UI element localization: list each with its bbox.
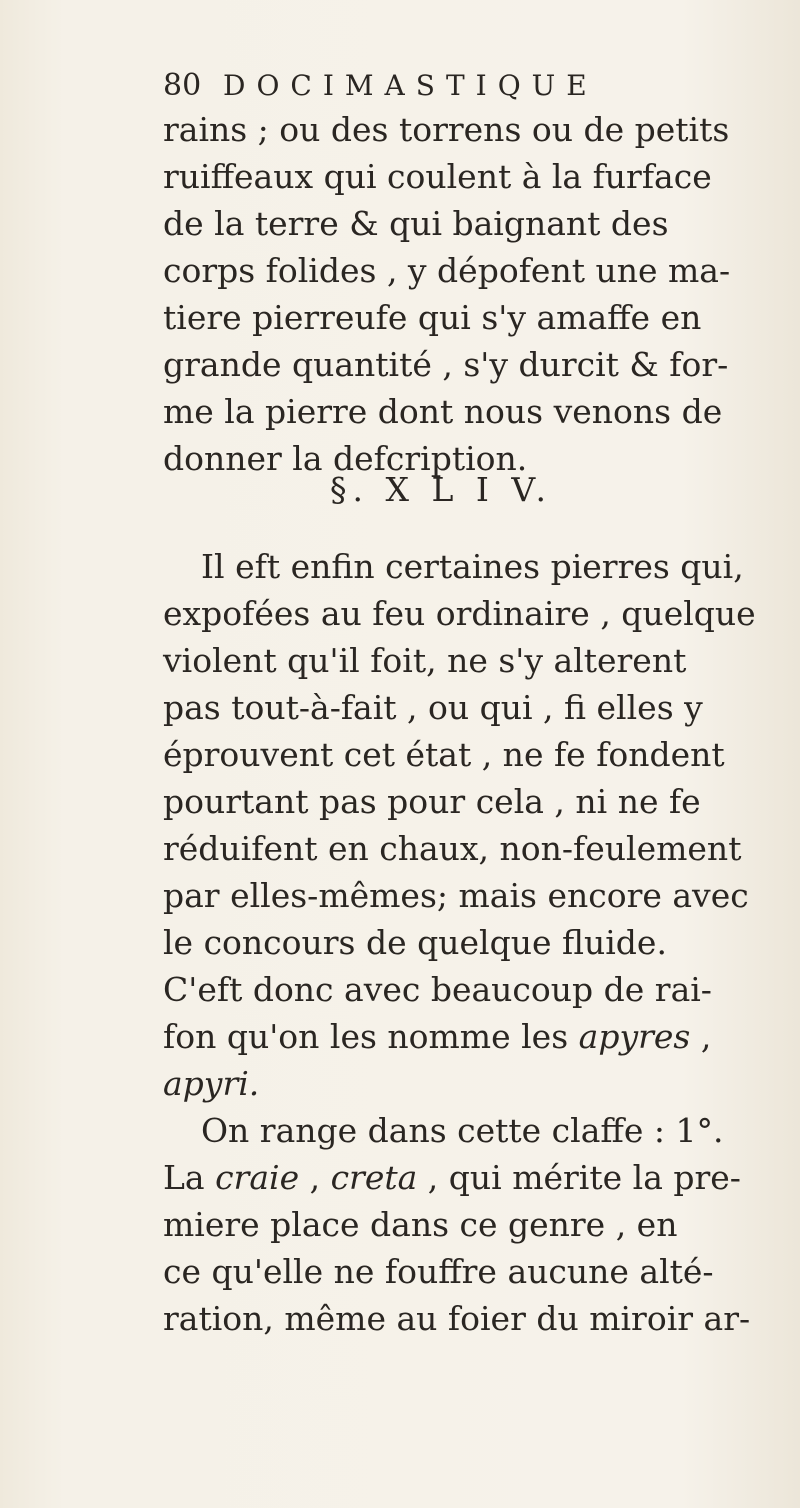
- text-line: violent qu'il foit, ne s'y alterent: [163, 641, 687, 680]
- section-heading: §. X L I V.: [330, 470, 552, 509]
- italic-term: apyri.: [163, 1064, 260, 1103]
- text-line: pas tout-à-fait , ou qui , fi elles y: [163, 688, 703, 727]
- text-line: [163, 1060, 783, 1107]
- text-line: par elles-mêmes; mais encore avec: [163, 876, 749, 915]
- text-line: me la pierre dont nous venons de: [163, 392, 723, 431]
- text-line: ce qu'elle ne fouffre aucune alté-: [163, 1252, 714, 1291]
- text-line: éprouvent cet état , ne fe fondent: [163, 735, 725, 774]
- text-line: ruiffeaux qui coulent à la furface: [163, 157, 712, 196]
- paragraph-continuation: [163, 106, 783, 482]
- italic-term: apyres: [578, 1017, 691, 1056]
- text-line: grande quantité , s'y durcit & for-: [163, 345, 729, 384]
- text-line: [163, 1013, 783, 1060]
- italic-term: creta: [330, 1158, 418, 1197]
- text-line: corps folides , y dépofent une ma-: [163, 251, 731, 290]
- text-line: de la terre & qui baignant des: [163, 204, 669, 243]
- text-line: rains ; ou des torrens ou de petits: [163, 110, 730, 149]
- text-line: ration, même au foier du miroir ar-: [163, 1299, 751, 1338]
- text-line: C'eft donc avec beaucoup de rai-: [163, 970, 712, 1009]
- text-line: réduifent en chaux, non-feulement: [163, 829, 742, 868]
- text-run: ,: [299, 1158, 331, 1197]
- text-run: fon qu'on les nomme les: [163, 1017, 579, 1056]
- paragraph-apyres: [163, 543, 783, 1342]
- text-run: ,: [690, 1017, 712, 1056]
- text-line: expofées au feu ordinaire , quelque: [163, 594, 756, 633]
- page-number: 80: [163, 68, 202, 103]
- text-line: le concours de quelque fluide.: [163, 923, 667, 962]
- text-line: [163, 1154, 783, 1201]
- text-line: miere place dans ce genre , en: [163, 1205, 678, 1244]
- text-line: On range dans cette claffe : 1°.: [201, 1111, 724, 1150]
- text-line: donner la defcription.: [163, 439, 528, 478]
- text-line: pourtant pas pour cela , ni ne fe: [163, 782, 701, 821]
- running-title: DOCIMASTIQUE: [223, 69, 598, 102]
- italic-term: craie: [215, 1158, 300, 1197]
- running-header: [163, 66, 663, 106]
- text-run: La: [163, 1158, 216, 1197]
- text-run: , qui mérite la pre-: [417, 1158, 741, 1197]
- text-line: Il eft enfin certaines pierres qui,: [201, 547, 744, 586]
- text-line: tiere pierreufe qui s'y amaffe en: [163, 298, 702, 337]
